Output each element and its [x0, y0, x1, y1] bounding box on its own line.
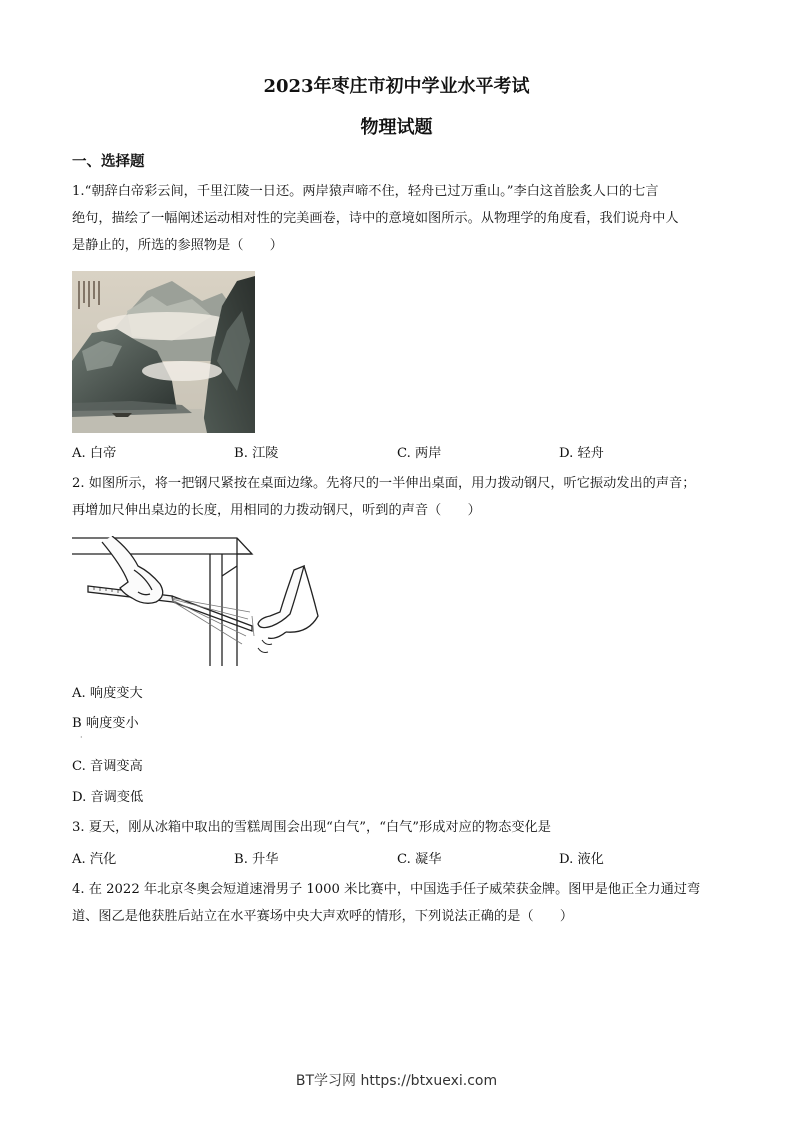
question-4	[72, 876, 722, 930]
option-d[interactable]: D. 液化	[559, 852, 604, 867]
option-d[interactable]: D. 轻舟	[559, 446, 604, 461]
option-c[interactable]: C. 凝华	[397, 852, 442, 867]
ruler-vibration-icon	[72, 536, 328, 668]
question-1-options	[72, 442, 722, 462]
section-heading: 一、选择题	[72, 153, 145, 170]
page-title: 2023年枣庄市初中学业水平考试	[263, 76, 530, 97]
landscape-painting-icon	[72, 271, 255, 433]
question-1-line-2: 绝句，描绘了一幅阐述运动相对性的完美画卷，诗中的意境如图所示。从物理学的角度看，我们说舟中人	[72, 211, 679, 226]
option-b[interactable]: B. 升华	[234, 852, 279, 867]
question-3-line-1: 3. 夏天，刚从冰箱中取出的雪糕周围会出现“白气”，“白气”形成对应的物态变化是	[72, 820, 551, 835]
question-1-line-1: 1.“朝辞白帝彩云间，千里江陵一日还。两岸猿声啼不住，轻舟已过万重山。”李白这首脍炙人口的七言	[72, 184, 659, 199]
question-1-line-3: 是静止的，所选的参照物是（ ）	[72, 238, 283, 253]
question-2-line-2: 再增加尺伸出桌边的长度，用相同的力拨动钢尺，听到的声音（ ）	[72, 503, 481, 518]
page-subtitle: 物理试题	[360, 117, 433, 138]
question-2-line-1: 2. 如图所示，将一把钢尺紧按在桌面边缘。先将尺的一半伸出桌面，用力拨动钢尺，听它振动发出的声音；	[72, 476, 696, 491]
question-2-option-a[interactable]: A. 响度变大	[72, 686, 143, 701]
question-1	[72, 178, 722, 259]
stray-mark: ·	[80, 733, 83, 742]
question-2-option-d[interactable]: D. 音调变低	[72, 790, 144, 805]
question-3	[72, 814, 722, 841]
question-2	[72, 470, 722, 524]
option-a[interactable]: A. 汽化	[72, 852, 117, 867]
question-3-options	[72, 848, 722, 868]
question-2-option-b[interactable]: B 响度变小	[72, 716, 139, 731]
question-4-line-2: 道、图乙是他获胜后站立在水平赛场中央大声欢呼的情形，下列说法正确的是（ ）	[72, 909, 574, 924]
option-c[interactable]: C. 两岸	[397, 446, 442, 461]
footer-watermark: BT学习网 https://btxuexi.com	[295, 1073, 498, 1089]
option-a[interactable]: A. 白帝	[72, 446, 117, 461]
option-b[interactable]: B. 江陵	[234, 446, 279, 461]
question-2-option-c[interactable]: C. 音调变高	[72, 759, 143, 774]
question-4-line-1: 4. 在 2022 年北京冬奥会短道速滑男子 1000 米比赛中，中国选手任子威荣获金牌。图甲是他正全力通过弯	[72, 882, 701, 897]
